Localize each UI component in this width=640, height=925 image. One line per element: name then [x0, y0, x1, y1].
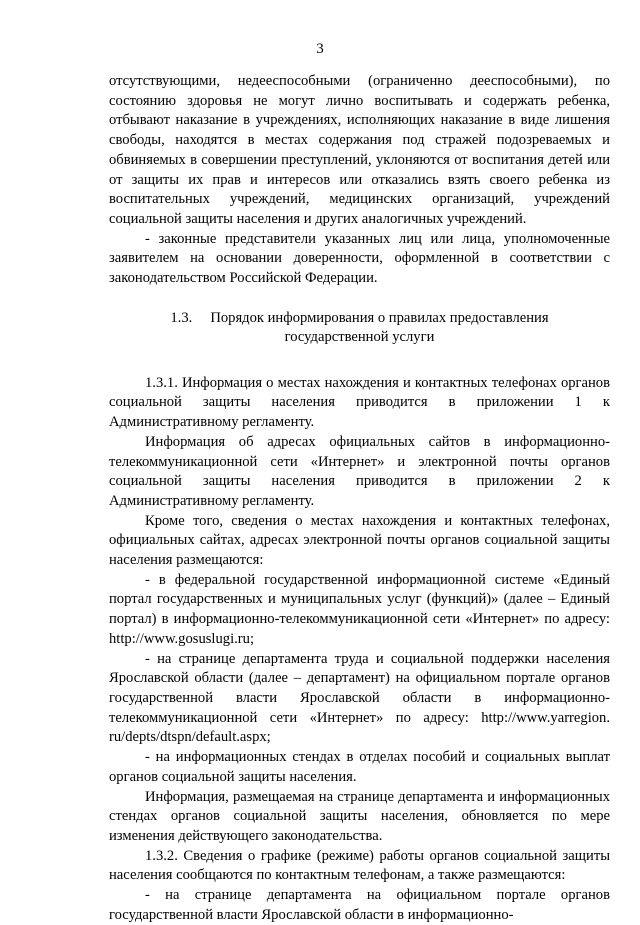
- section-heading: [109, 309, 610, 348]
- section-title-part-2: государственной услуги: [284, 329, 435, 346]
- paragraph-1-3-1: 1.3.1. Информация о местах нахождения и контактных телефонах органов социальной защиты населения приводится в приложении 1 к Административному регламенту.: [109, 374, 610, 431]
- list-item-unified-portal: - в федеральной государственной информационной системе «Единый портал государственных и муниципальных услуг (функций)» (далее – Единый портал) в информационно-телекоммуникационной сети «Интернет» по адресу: http://www.gosuslugi.ru;: [109, 571, 610, 647]
- section-number: 1.3.: [170, 309, 193, 326]
- representatives-item: - законные представители указанных лиц или лица, уполномоченные заявителем на основании доверенности, оформленной в соответствии с законодательством Российской Федерации.: [109, 230, 610, 287]
- paragraph-updates: Информация, размещаемая на странице департамента и информационных стендах органов социальной защиты населения, обновляется по мере изменения действующего законодательства.: [109, 788, 610, 844]
- paragraph-1-3-2: 1.3.2. Сведения о графике (режиме) работы органов социальной защиты населения сообщаются по контактным телефонам, а также размещаются:: [109, 847, 610, 884]
- page-number: 3: [316, 41, 324, 57]
- list-item-department-portal: - на странице департамента на официальном портале органов государственной власти Ярославской области в информационно-: [109, 887, 610, 923]
- list-item-department-page: - на странице департамента труда и социальной поддержки населения Ярославской области (далее – департамент) на официальном портале органов государственной власти Ярославской области в информационно-телекоммуникационной сети «Интернет» по адресу: http://www.yarregion. ru/depts/dtspn/default.aspx;: [109, 650, 610, 746]
- intro-paragraph: отсутствующими, недееспособными (ограниченно дееспособными), по состоянию здоровья не могут лично воспитывать и содержать ребенка, отбывают наказание в учреждениях, исполняющих наказание в виде лишения свободы, находятся в местах содержания под стражей подозреваемых и обвиняемых в совершении преступлений, уклоняются от воспитания детей или от защиты их прав и интересов или отказались взять своего ребенка из воспитательных учреждений, медицинских организаций, учреждений социальной защиты населения и других аналогичных учреждений.: [109, 73, 610, 227]
- list-item-info-stands: - на информационных стендах в отделах пособий и социальных выплат органов социальной защиты населения.: [109, 749, 610, 785]
- section-heading-line-1: [109, 309, 610, 329]
- paragraph-placement-intro: Кроме того, сведения о местах нахождения и контактных телефонах, официальных сайтах, адресах электронной почты органов социальной защиты населения размещаются:: [109, 512, 610, 569]
- paragraph-websites: Информация об адресах официальных сайтов в информационно-телекоммуникационной сети «Интернет» и электронной почты органов социальной защиты населения приводится в приложении 2 к Административному регламенту.: [109, 433, 610, 509]
- section-title-part-1: Порядок информирования о правилах предоставления: [210, 309, 549, 326]
- document-body: [109, 72, 610, 925]
